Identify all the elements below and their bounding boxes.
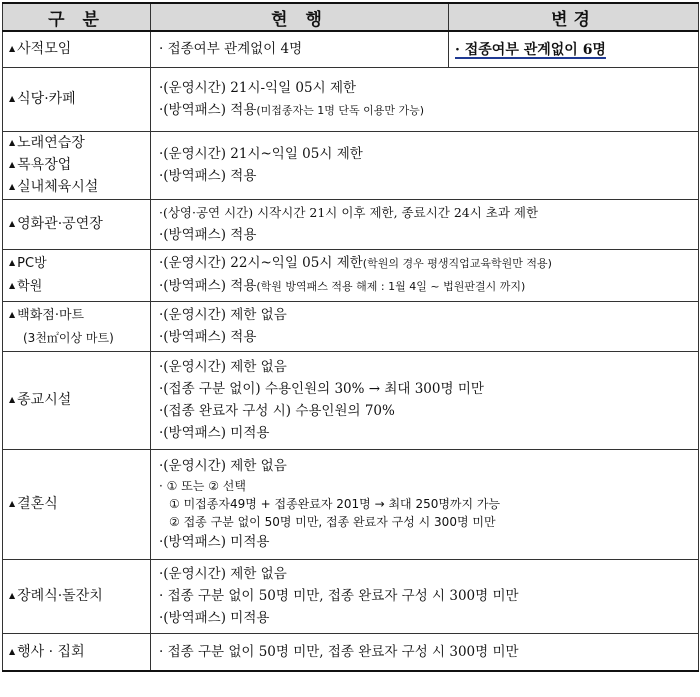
category-label: 노래연습장 [17, 135, 85, 151]
table-row [3, 31, 699, 67]
table-row [3, 559, 699, 633]
triangle-bullet-icon: ▲ [9, 182, 16, 191]
current-line: ·(운영시간) 21시~익일 05시 제한 [159, 146, 363, 162]
category-cell [3, 633, 151, 671]
current-line: ② 접종 구분 없이 50명 미만, 접종 완료자 구성 시 300명 미만 [169, 515, 496, 529]
category-label: 종교시설 [17, 392, 72, 408]
triangle-bullet-icon: ▲ [9, 138, 16, 147]
current-line: ·(운영시간) 제한 없음 [159, 359, 287, 375]
current-line: · 접종 구분 없이 50명 미만, 접종 완료자 구성 시 300명 미만 [159, 588, 519, 604]
current-cell [151, 199, 699, 249]
current-line-text: ·(운영시간) 22시~익일 05시 제한 [159, 255, 363, 271]
current-line-note: (학원의 경우 평생직업교육학원만 적용) [362, 257, 552, 270]
current-line: ·(방역패스) 적용 [159, 329, 257, 345]
triangle-bullet-icon: ▲ [9, 258, 16, 267]
current-line [159, 99, 698, 122]
current-line-text: ·(방역패스) 적용 [159, 101, 257, 118]
triangle-bullet-icon: ▲ [9, 94, 16, 103]
table-row [3, 449, 699, 559]
current-line: ·(운영시간) 21시-익일 05시 제한 [159, 79, 357, 96]
current-line [159, 275, 698, 298]
header-current: 현 행 [151, 3, 449, 31]
comparison-table [2, 2, 699, 672]
triangle-bullet-icon: ▲ [9, 499, 16, 508]
current-line: ·(방역패스) 미적용 [159, 534, 270, 550]
header-change: 변경 [449, 3, 699, 31]
category-label: 결혼식 [17, 496, 58, 512]
triangle-bullet-icon: ▲ [9, 591, 16, 600]
current-cell [151, 449, 699, 559]
current-line: · 접종 구분 없이 50명 미만, 접종 완료자 구성 시 300명 미만 [159, 643, 519, 660]
current-line: ·(운영시간) 제한 없음 [159, 307, 287, 323]
category-cell [3, 31, 151, 67]
category-cell [3, 449, 151, 559]
current-line: ·(운영시간) 제한 없음 [159, 458, 287, 474]
current-line: ·(운영시간) 제한 없음 [159, 566, 287, 582]
current-cell [151, 633, 699, 671]
category-label: 영화관·공연장 [17, 216, 103, 232]
category-cell [3, 351, 151, 449]
header-category: 구 분 [3, 3, 151, 31]
change-cell [449, 31, 699, 67]
category-label: 식당·카페 [17, 91, 76, 107]
table-row [3, 351, 699, 449]
triangle-bullet-icon: ▲ [9, 44, 16, 54]
table-row [3, 199, 699, 249]
table-row [3, 301, 699, 351]
table-row [3, 67, 699, 131]
triangle-bullet-icon: ▲ [9, 219, 16, 228]
current-cell [151, 249, 699, 301]
header-row [3, 3, 699, 31]
current-line: ·(접종 구분 없이) 수용인원의 30% → 최대 300명 미만 [159, 381, 484, 397]
current-line: ① 미접종자49명 + 접종완료자 201명 → 최대 250명까지 가능 [169, 497, 501, 511]
category-label: 백화점·마트 [17, 307, 85, 323]
category-cell [3, 67, 151, 131]
table-row [3, 249, 699, 301]
category-label: 행사 · 집회 [17, 643, 85, 660]
category-cell [3, 559, 151, 633]
current-line: ·(방역패스) 미적용 [159, 425, 270, 441]
current-line-note: (미접종자는 1명 단독 이용만 가능) [256, 103, 425, 117]
triangle-bullet-icon: ▲ [9, 160, 16, 169]
current-line: ·(상영·공연 시간) 시작시간 21시 이후 제한, 종료시간 24시 초과 제한 [159, 205, 539, 220]
change-value: · 접종여부 관계없이 6명 [455, 42, 606, 59]
current-line: · 접종여부 관계없이 4명 [159, 41, 303, 58]
current-cell [151, 351, 699, 449]
category-label: 목욕장업 [17, 157, 72, 173]
triangle-bullet-icon: ▲ [9, 646, 16, 656]
table-row [3, 633, 699, 671]
current-cell [151, 31, 449, 67]
current-cell [151, 67, 699, 131]
category-cell [3, 131, 151, 199]
current-line-text: ·(방역패스) 적용 [159, 278, 257, 294]
current-line [159, 252, 698, 275]
current-cell [151, 131, 699, 199]
category-sublabel: (3천㎡이상 마트) [23, 330, 114, 345]
triangle-bullet-icon: ▲ [9, 395, 16, 404]
current-line: · ① 또는 ② 선택 [159, 479, 246, 493]
current-line: ·(방역패스) 적용 [159, 227, 257, 243]
category-cell [3, 301, 151, 351]
category-cell [3, 249, 151, 301]
category-label: 장례식·돌잔치 [17, 588, 103, 604]
current-cell [151, 301, 699, 351]
category-label: 실내체육시설 [17, 179, 99, 195]
category-label: 학원 [17, 279, 43, 294]
category-label: PC방 [17, 256, 47, 271]
category-label: 사적모임 [17, 41, 72, 58]
current-cell [151, 559, 699, 633]
current-line: ·(방역패스) 적용 [159, 168, 257, 184]
triangle-bullet-icon: ▲ [9, 281, 16, 290]
triangle-bullet-icon: ▲ [9, 309, 16, 319]
current-line: ·(방역패스) 미적용 [159, 610, 270, 626]
current-line: ·(접종 완료자 구성 시) 수용인원의 70% [159, 403, 395, 419]
table-row [3, 131, 699, 199]
current-line-note: (학원 방역패스 적용 해제 : 1월 4일 ~ 법원판결시 까지) [256, 280, 526, 293]
category-cell [3, 199, 151, 249]
